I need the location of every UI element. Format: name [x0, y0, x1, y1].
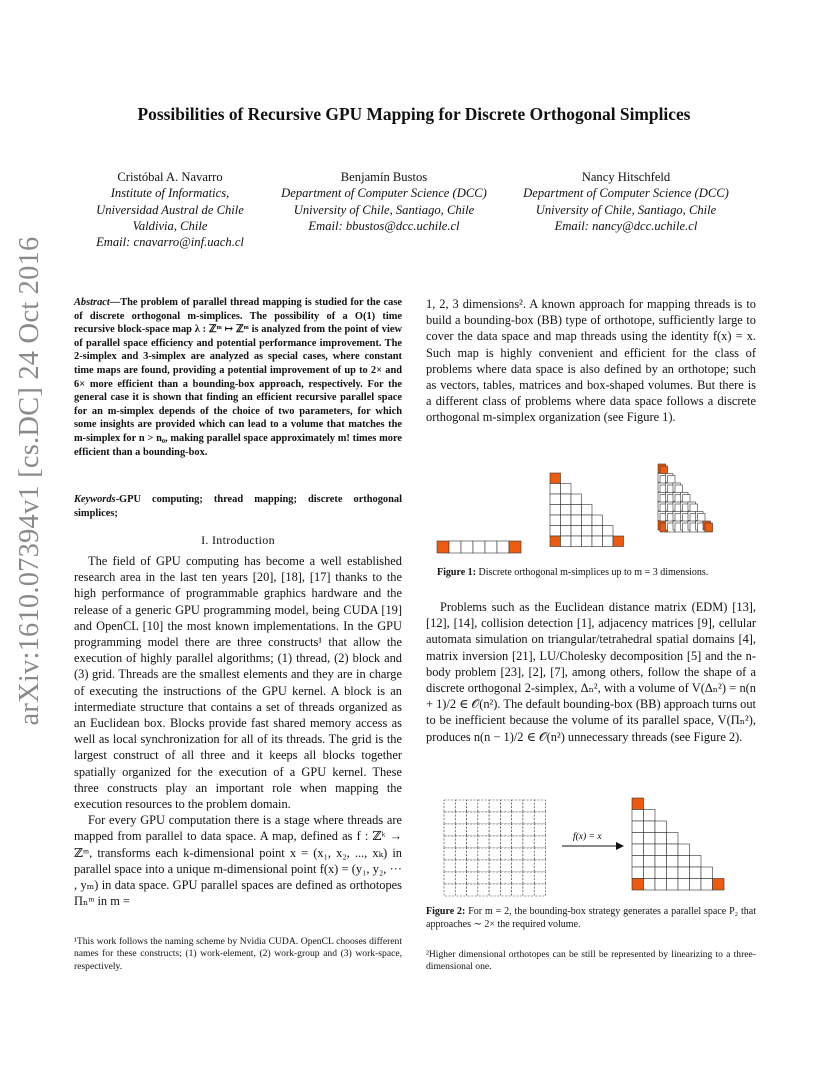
author-affiliation: Institute of Informatics,: [110, 186, 230, 201]
parallel-space-cell: [489, 872, 500, 884]
simplex-cell: [550, 515, 561, 526]
parallel-space-cell: [467, 884, 478, 896]
abstract-text: —The problem of parallel thread mapping is studied for the case of discrete orthogonal m-simplices. The possibility of a O(1) time recursive block-space map λ : ℤᵐ ↦ ℤᵐ is analyzed from the point of view of parallel space efficiency and potential performance improvement. The 2-simplex and 3-simplex are analyzed as special cases, where constant time maps are found, providing a potential improvement of up to 2× and 6× more efficient than a bounding-box approach, respectively. For the general case it is shown that finding an efficient recursive parallel space for an m-simplex depends of the choice of two parameters, for which some insights are provided which can lead to a volume that matches the m-simplex for n > n₀, making parallel space approximately m! times more efficient than a bounding-box.: [74, 297, 402, 458]
simplex-cell: [701, 879, 713, 891]
simplex-cell: [550, 484, 561, 495]
parallel-space-cell: [444, 872, 455, 884]
simplex-1d: [437, 541, 521, 553]
parallel-space-cell: [534, 800, 545, 812]
paragraph: The field of GPU computing has become a well established research area in the last ten years [20], [18], [17] thanks to the high performance of programmable graphics hardware and the release of a generic GPU programming model, being CUDA [19] and OpenCL [10] the most known implementations. In the GPU programming model there are three constructs¹ that allow the execution of highly parallel algorithms; (1) thread, (2) block and (3) grid. Threads are the smallest elements and they are in charge of executing the instructions of the GPU kernel. A block is an intermediate structure that contains a set of threads organized as an Euclidean box. Blocks provide fast shared memory access as well as local synchronization for all of its threads. The grid is the largest construct of all three and it keeps all blocks together spatially organized for the execution of a GPU kernel. These three constructs play an important role when mapping the execution resources to the problem domain.: [74, 554, 402, 812]
simplex-cell: [655, 844, 667, 856]
abstract: [74, 296, 402, 459]
parallel-space-cell: [467, 824, 478, 836]
parallel-space-cell: [534, 836, 545, 848]
bounding-box-grid: [444, 800, 546, 896]
map-arrow: [562, 831, 624, 850]
simplex-cell: [571, 526, 582, 537]
parallel-space-cell: [523, 848, 534, 860]
simplex-cell: [644, 879, 656, 891]
parallel-space-cell: [523, 824, 534, 836]
simplex-cell: [655, 867, 667, 879]
author-name: Benjamín Bustos: [340, 170, 428, 184]
simplex-cell: [550, 494, 561, 505]
simplex-cell: [678, 856, 690, 868]
simplex-cell: [667, 879, 679, 891]
parallel-space-cell: [523, 800, 534, 812]
parallel-space-cell: [523, 872, 534, 884]
simplex-cell: [690, 879, 702, 891]
parallel-space-cell: [455, 800, 466, 812]
simplex-cell: [592, 526, 603, 537]
parallel-space-cell: [455, 860, 466, 872]
parallel-space-cell: [444, 836, 455, 848]
figure-1-caption: [437, 566, 757, 579]
target-simplex: [632, 798, 724, 890]
parallel-space-cell: [455, 884, 466, 896]
parallel-space-cell: [478, 848, 489, 860]
author-affiliation: Valdivia, Chile: [132, 218, 208, 233]
author-block-3: [508, 169, 744, 234]
simplex-cell: [550, 526, 561, 537]
parallel-space-cell: [512, 812, 523, 824]
parallel-space-cell: [455, 812, 466, 824]
simplex-cell: [644, 833, 656, 845]
simplex-cell: [571, 515, 582, 526]
simplex-cell: [644, 867, 656, 879]
parallel-space-cell: [489, 836, 500, 848]
simplex-cell: [582, 536, 593, 547]
parallel-space-cell: [467, 860, 478, 872]
simplex-cell: [632, 833, 644, 845]
simplex-cell: [571, 536, 582, 547]
caption-label: Figure 2:: [426, 906, 466, 917]
parallel-space-cell: [512, 800, 523, 812]
parallel-space-cell: [523, 836, 534, 848]
simplex-cell: [632, 867, 644, 879]
parallel-space-cell: [489, 884, 500, 896]
parallel-space-cell: [444, 800, 455, 812]
paragraph: For every GPU computation there is a stage where threads are mapped from parallel to data space. A map, defined as f : ℤᵏ → ℤᵐ, transforms each k-dimensional point x = (x₁, x₂, ..., xₖ) in parallel space into a unique m-dimensional point f(x) = (y₁, y₂, ··· , yₘ) in data space. GPU parallel spaces are defined as orthotopes Πₙᵐ in m =: [74, 813, 402, 909]
simplex-cell: [571, 494, 582, 505]
simplex-3d: [658, 464, 713, 532]
parallel-space-cell: [478, 884, 489, 896]
parallel-space-cell: [478, 872, 489, 884]
parallel-space-cell: [512, 836, 523, 848]
parallel-space-cell: [455, 836, 466, 848]
simplex-cell: [655, 821, 667, 833]
simplex-cell: [655, 833, 667, 845]
simplex-cell: [655, 856, 667, 868]
simplex-cell: [667, 844, 679, 856]
parallel-space-cell: [500, 860, 511, 872]
parallel-space-cell: [467, 848, 478, 860]
simplex-cell: [678, 867, 690, 879]
right-column-top: [426, 296, 756, 426]
simplex-cell: [655, 879, 667, 891]
author-affiliation: Department of Computer Science (DCC): [281, 186, 487, 201]
simplex-cell: [713, 879, 725, 891]
section-heading: I. Introduction: [201, 533, 275, 547]
parallel-space-cell: [455, 872, 466, 884]
parallel-space-cell: [523, 812, 534, 824]
simplex-cell: [667, 833, 679, 845]
simplex-cell: [613, 536, 624, 547]
figure-2-caption: [426, 905, 756, 931]
author-name: Cristóbal A. Navarro: [117, 170, 223, 184]
parallel-space-cell: [444, 860, 455, 872]
simplex-cell: [550, 473, 561, 484]
simplex-cell: [632, 821, 644, 833]
parallel-space-cell: [489, 812, 500, 824]
author-email: Email: bbustos@dcc.uchile.cl: [308, 218, 460, 233]
parallel-space-cell: [478, 860, 489, 872]
simplex-cell: [632, 798, 644, 810]
parallel-space-cell: [534, 872, 545, 884]
simplex-cell: [644, 810, 656, 822]
simplex-cell: [561, 484, 572, 495]
author-block-1: [70, 169, 270, 250]
simplex-cell: [603, 526, 614, 537]
parallel-space-cell: [467, 800, 478, 812]
paragraph: 1, 2, 3 dimensions². A known approach for mapping threads is to build a bounding-box (BB) type of orthotope, sufficiently large to cover the data space and map threads using the identity f(x) = x. Such map is highly convenient and efficient for the class of problems where data space is also defined by an orthotope; such as vectors, tables, matrices and box-shaped volumes. But there is a different class of problems where data space follows a discrete orthogonal m-simplex organization (see Figure 1).: [426, 297, 756, 425]
parallel-space-cell: [534, 860, 545, 872]
simplex-cell: [678, 844, 690, 856]
parallel-space-cell: [478, 824, 489, 836]
footnote-2: ²Higher dimensional orthotopes can be still be represented by linearizing to a three-dimensional one.: [426, 949, 756, 973]
simplex-cell: [632, 879, 644, 891]
simplex-cell: [701, 867, 713, 879]
parallel-space-cell: [512, 872, 523, 884]
simplex-cell: [592, 515, 603, 526]
simplex-cell: [603, 536, 614, 547]
footnote-1: ¹This work follows the naming scheme by Nvidia CUDA. OpenCL chooses different names for these constructs; (1) work-element, (2) work-group and (3) work-space, respectively.: [74, 936, 402, 972]
parallel-space-cell: [444, 812, 455, 824]
paper-title: Possibilities of Recursive GPU Mapping for Discrete Orthogonal Simplices: [137, 104, 691, 124]
parallel-space-cell: [523, 884, 534, 896]
parallel-space-cell: [500, 884, 511, 896]
simplex-cell: [690, 856, 702, 868]
abstract-label: Abstract: [74, 297, 110, 308]
author-email: Email: nancy@dcc.uchile.cl: [554, 218, 698, 233]
simplex-cell: [561, 526, 572, 537]
parallel-space-cell: [478, 812, 489, 824]
parallel-space-cell: [478, 800, 489, 812]
parallel-space-cell: [489, 800, 500, 812]
right-column-mid: [426, 599, 756, 745]
simplex-cell: [678, 879, 690, 891]
author-block-2: [266, 169, 502, 234]
parallel-space-cell: [500, 800, 511, 812]
parallel-space-cell: [500, 836, 511, 848]
author-name: Nancy Hitschfeld: [581, 170, 671, 184]
author-affiliation: Department of Computer Science (DCC): [523, 186, 729, 201]
simplex-cell: [690, 867, 702, 879]
simplex-cell: [561, 536, 572, 547]
simplex-cell: [550, 536, 561, 547]
simplex-cell: [632, 844, 644, 856]
simplex-cell: [644, 844, 656, 856]
simplex-cell: [632, 810, 644, 822]
parallel-space-cell: [489, 860, 500, 872]
parallel-space-cell: [512, 860, 523, 872]
keywords-label: Keywords: [74, 494, 116, 505]
arxiv-stamp-text: arXiv:1610.07394v1 [cs.DC] 24 Oct 2016: [14, 236, 45, 726]
parallel-space-cell: [467, 812, 478, 824]
parallel-space-cell: [467, 836, 478, 848]
simplex-cell: [561, 505, 572, 516]
parallel-space-cell: [500, 872, 511, 884]
intro-body: [74, 553, 402, 909]
simplex-cell: [667, 856, 679, 868]
keywords: [74, 493, 402, 520]
simplex-cell: [550, 505, 561, 516]
author-email: Email: cnavarro@inf.uach.cl: [96, 235, 244, 250]
caption-text: For m = 2, the bounding-box strategy generates a parallel space P₂ that approaches ∼ 2× the required volume.: [426, 906, 756, 930]
parallel-space-cell: [489, 824, 500, 836]
keywords-text: -GPU computing; thread mapping; discrete orthogonal simplices;: [74, 494, 402, 519]
parallel-space-cell: [500, 848, 511, 860]
parallel-space-cell: [467, 872, 478, 884]
parallel-space-cell: [500, 812, 511, 824]
simplex-cell: [582, 515, 593, 526]
parallel-space-cell: [512, 848, 523, 860]
arrow-label: f(x) = x: [573, 832, 602, 842]
parallel-space-cell: [512, 824, 523, 836]
parallel-space-cell: [534, 812, 545, 824]
simplex-cell: [582, 505, 593, 516]
simplex-cell: [644, 856, 656, 868]
simplex-cell: [667, 867, 679, 879]
caption-text: Discrete orthogonal m-simplices up to m = 3 dimensions.: [475, 567, 709, 578]
parallel-space-cell: [500, 824, 511, 836]
simplex-cell: [644, 821, 656, 833]
author-affiliation: Universidad Austral de Chile: [96, 202, 244, 217]
parallel-space-cell: [444, 848, 455, 860]
parallel-space-cell: [444, 884, 455, 896]
simplex-cell: [571, 505, 582, 516]
parallel-space-cell: [534, 884, 545, 896]
parallel-space-cell: [489, 848, 500, 860]
author-affiliation: University of Chile, Santiago, Chile: [293, 202, 475, 217]
figure-1: [436, 458, 756, 558]
paragraph: Problems such as the Euclidean distance matrix (EDM) [13], [12], [14], collision detection [1], adjacency matrices [9], cellular automata simulation on triangular/tetrahedral spatial domains [4], matrix inversion [21], LU/Cholesky decomposition [5] and the n-body problem [23], [2], [7], among others, follow the shape of a discrete orthogonal 2-simplex, Δₙ², with a volume of V(Δₙ²) = n(n + 1)/2 ∈ 𝒪(n²). The default bounding-box (BB) approach turns out to be inefficient because the volume of its parallel space, V(Πₙ²), produces n(n − 1)/2 ∈ 𝒪(n²) unnecessary threads (see Figure 2).: [426, 600, 756, 744]
parallel-space-cell: [478, 836, 489, 848]
author-affiliation: University of Chile, Santiago, Chile: [535, 202, 717, 217]
simplex-cell: [561, 494, 572, 505]
figure-2: [436, 796, 746, 898]
parallel-space-cell: [534, 848, 545, 860]
simplex-cell: [705, 523, 713, 532]
simplex-2d: [550, 473, 624, 547]
parallel-space-cell: [455, 824, 466, 836]
parallel-space-cell: [534, 824, 545, 836]
parallel-space-cell: [455, 848, 466, 860]
parallel-space-cell: [444, 824, 455, 836]
parallel-space-cell: [523, 860, 534, 872]
simplex-cell: [592, 536, 603, 547]
simplex-cell: [561, 515, 572, 526]
simplex-cell: [582, 526, 593, 537]
simplex-cell: [632, 856, 644, 868]
parallel-space-cell: [512, 884, 523, 896]
arxiv-stamp: [10, 236, 50, 726]
caption-label: Figure 1:: [437, 567, 476, 578]
